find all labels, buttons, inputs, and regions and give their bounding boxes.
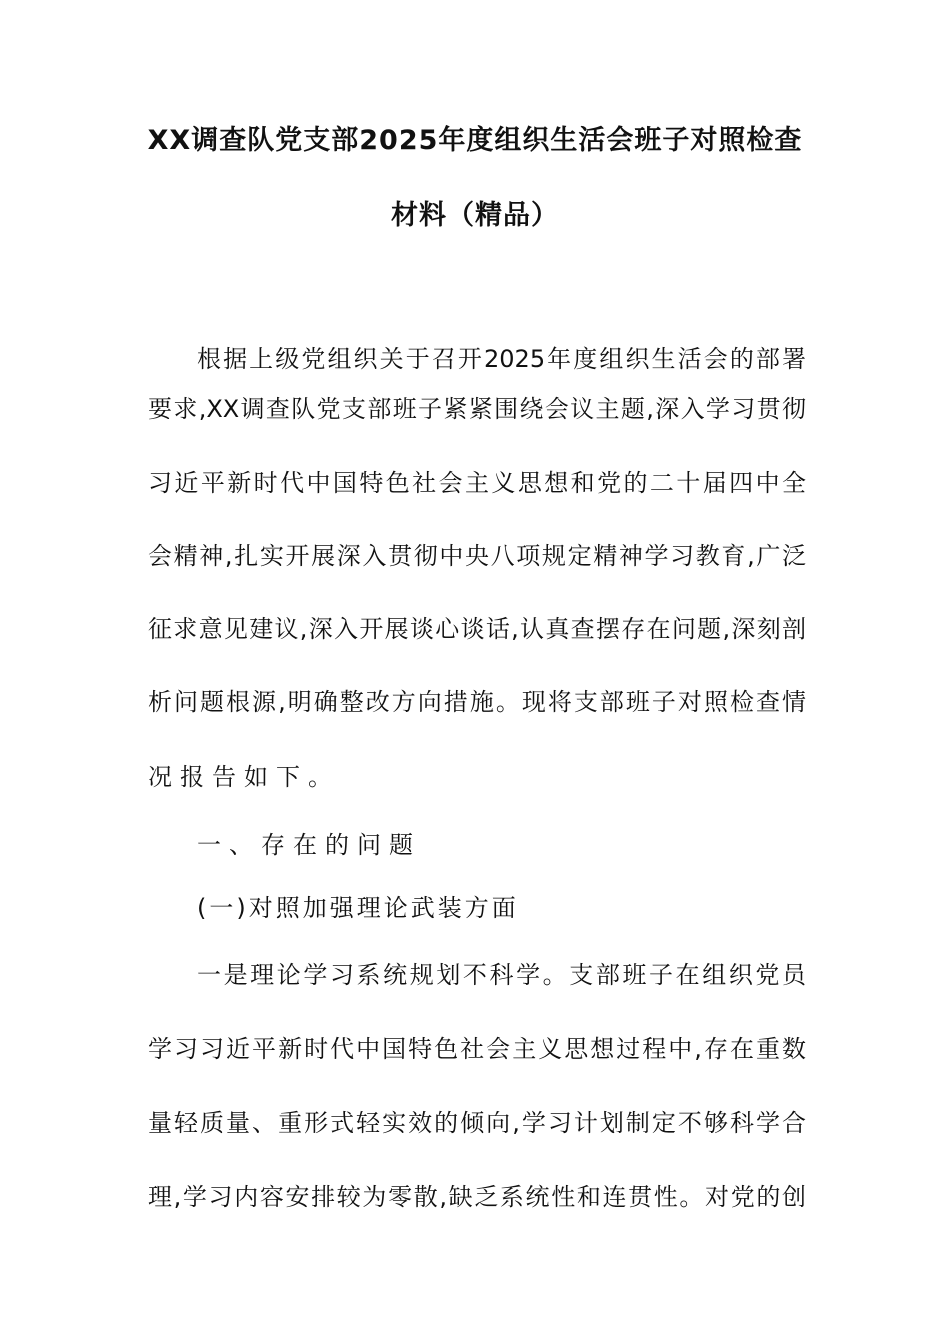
title-line-2: 材料（精品） (391, 200, 559, 231)
paragraph-1-line: 根据上级党组织关于召开2025年度组织生活会的部署 (197, 345, 806, 373)
paragraph-2-line: 量轻质量、重形式轻实效的倾向,学习计划制定不够科学合 (148, 1109, 806, 1137)
paragraph-1-line: 析问题根源,明确整改方向措施。现将支部班子对照检查情 (148, 688, 806, 716)
paragraph-1-line: 会精神,扎实开展深入贯彻中央八项规定精神学习教育,广泛 (148, 542, 806, 570)
paragraph-1-line: 要求,XX调查队党支部班子紧紧围绕会议主题,深入学习贯彻 (148, 395, 806, 423)
paragraph-2-line: 一是理论学习系统规划不科学。支部班子在组织党员 (197, 961, 806, 989)
section-heading: 一、存在的问题 (197, 831, 421, 859)
paragraph-1-line: 况报告如下。 (148, 763, 340, 791)
subsection-heading: (一)对照加强理论武装方面 (197, 894, 519, 922)
paragraph-1-line: 征求意见建议,深入开展谈心谈话,认真查摆存在问题,深刻剖 (148, 615, 806, 643)
paragraph-1-line: 习近平新时代中国特色社会主义思想和党的二十届四中全 (148, 469, 806, 497)
paragraph-2-line: 理,学习内容安排较为零散,缺乏系统性和连贯性。对党的创 (148, 1183, 806, 1211)
title-line-1: XX调查队党支部2025年度组织生活会班子对照检查 (147, 125, 803, 156)
paragraph-2-line: 学习习近平新时代中国特色社会主义思想过程中,存在重数 (148, 1035, 806, 1063)
